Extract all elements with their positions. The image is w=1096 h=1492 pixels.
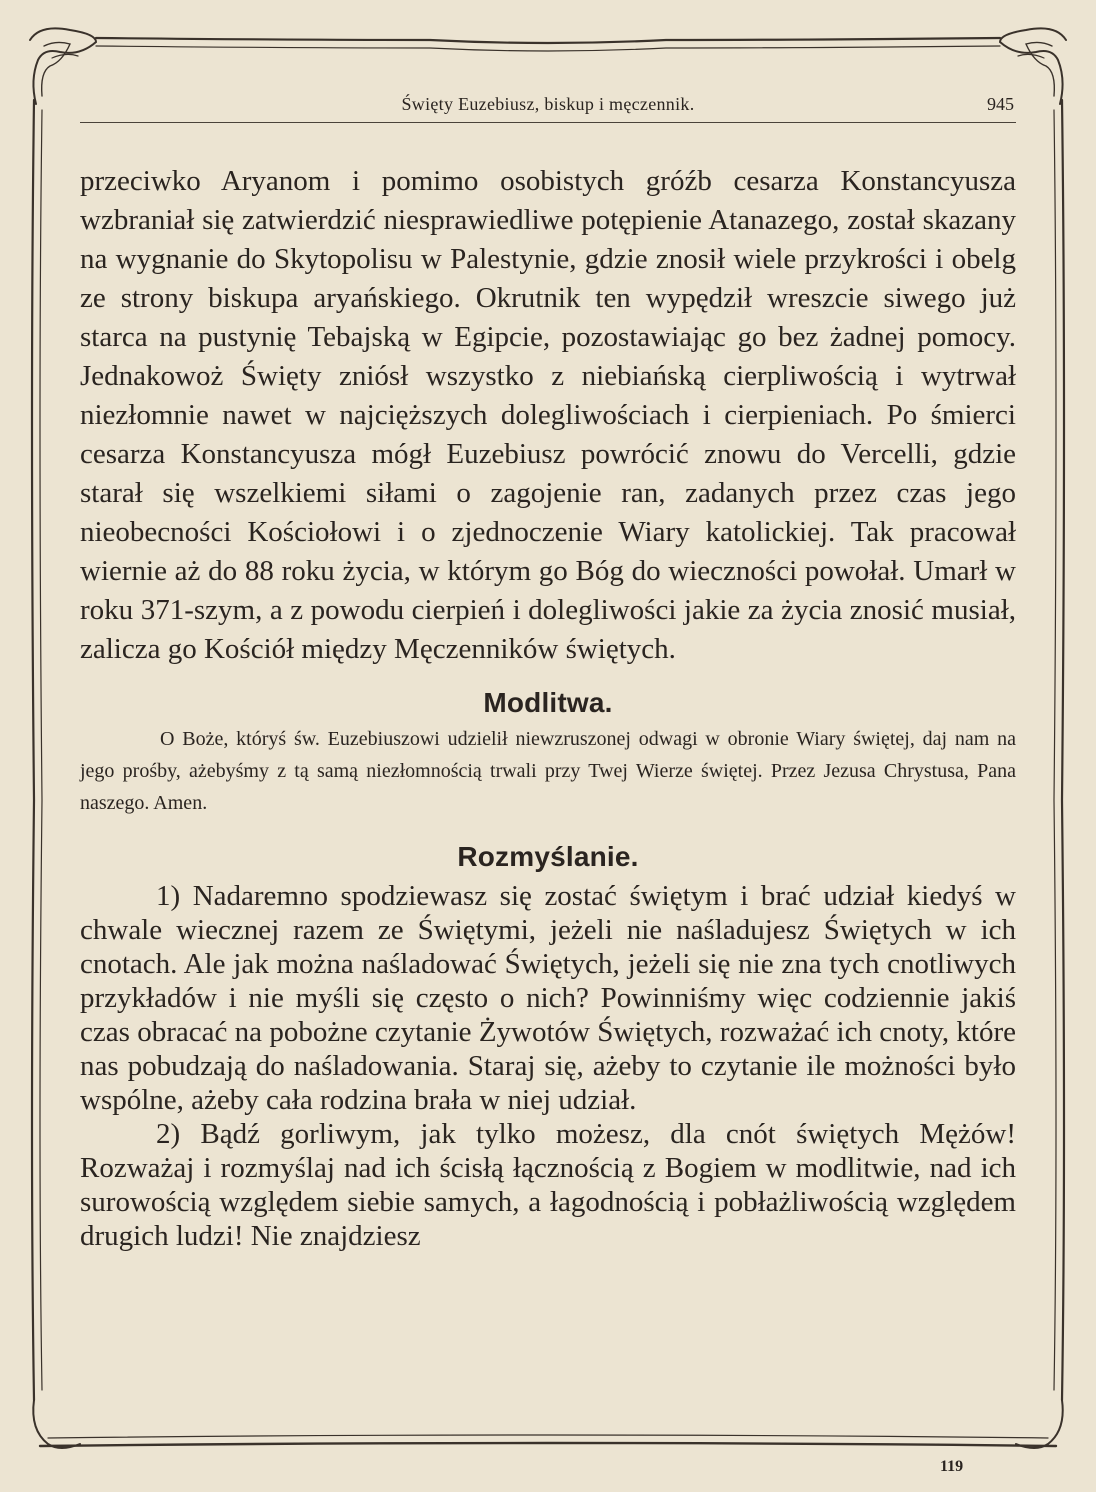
prayer-text: O Boże, któryś św. Euzebiuszowi udzielił niewzruszonej odwagi w obronie Wiary świętej, daj nam na jego prośby, ażebyśmy z tą samą niezłomnością trwali przy Twej Wierze świętej. Przez Jezusa Chrystusa, Pana naszego. Amen. [80,728,1016,814]
printer-signature: 119 [940,1458,964,1475]
meditation-heading: Rozmyślanie. [457,841,639,872]
body-paragraph: przeciwko Aryanom i pomimo osobistych gróźb cesarza Konstancyusza wzbraniał się zatwierdzić niesprawiedliwe potępienie Atanazego, został skazany na wygnanie do Skytopolisu w Palestynie, gdzie znosił wiele przykrości i obelg ze strony biskupa aryańskiego. Okrutnik ten wypędził wreszcie siwego już starca na pustynię Tebajską w Egipcie, pozostawiając go bez żadnej pomocy. Jednakowoż Święty zniósł wszystko z niebiańską cierpliwością i wytrwał niezłomnie nawet w najcięższych dolegliwościach i cierpieniach. Po śmierci cesarza Konstancyusza mógł Euzebiusz powrócić znowu do Vercelli, gdzie starał się wszelkiemi siłami o zagojenie ran, zadanych przez czas jego nieobecności Kościołowi i o zjednoczenie Wiary katolickiej. Tak pracował wiernie aż do 88 roku życia, w którym go Bóg do wieczności powołał. Umarł w roku 371-szym, a z powodu cierpień i dolegliwości jakie za życia znosić musiał, zalicza go Kościół między Męczenników świętych. [80,165,1016,665]
running-title: Święty Euzebiusz, biskup i męczennik. [401,94,695,114]
meditation-text [80,879,1016,1253]
running-header [80,92,1016,123]
page-number: 945 [987,94,1014,114]
meditation-paragraph: 1) Nadaremno spodziewasz się zostać świętym i brać udział kiedyś w chwale wiecznej razem ze Świętymi, jeżeli nie naśladujesz Świętych w ich cnotach. Ale jak można naśladować Świętych, jeżeli się nie zna tych cnotliwych przykładów i nie myśli się często o nich? Powinniśmy więc codziennie jakiś czas obracać na pobożne czytanie Żywotów Świętych, rozważać ich cnoty, które nas pobudzają do naśladowania. Staraj się, ażeby to czytanie ile możności było wspólne, ażeby cała rodzina brała w niej udział. [80,880,1016,1116]
main-text [80,162,1016,669]
page-content [80,162,1016,1253]
meditation-paragraph: 2) Bądź gorliwym, jak tylko możesz, dla cnót świętych Mężów! Rozważaj i rozmyślaj nad ich ścisłą łącznością z Bogiem w modlitwie, nad ich surowością względem siebie samych, a łagodnością i pobłażliwością względem drugich ludzi! Nie znajdziesz [80,1118,1016,1252]
prayer-heading: Modlitwa. [483,687,613,718]
